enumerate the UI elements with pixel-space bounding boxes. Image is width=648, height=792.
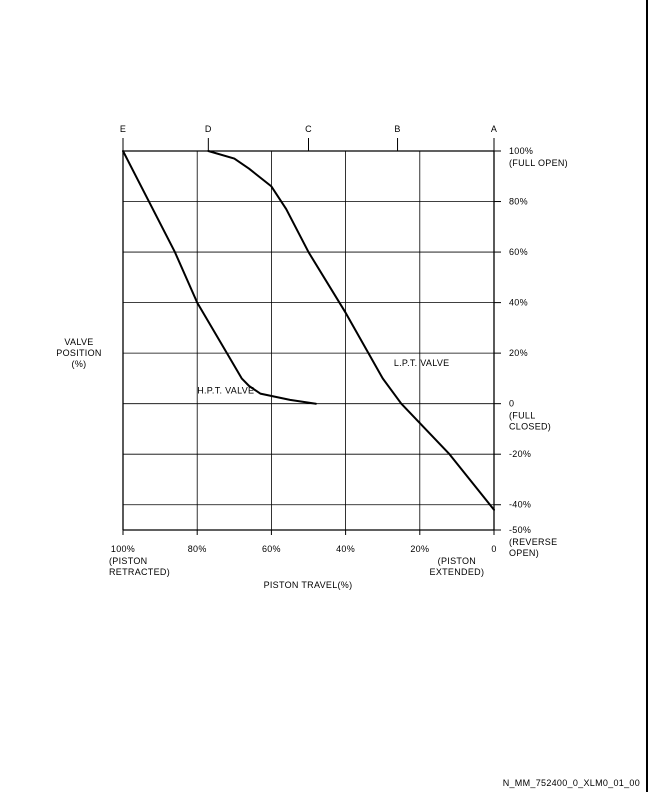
- y-tick-label: -50%: [509, 525, 532, 535]
- y-tick-label: 60%: [509, 247, 528, 258]
- x-axis-note: RETRACTED): [109, 567, 170, 577]
- figure-reference-id: N_MM_752400_0_XLM0_01_00: [502, 778, 640, 788]
- top-marker-label: A: [490, 124, 498, 134]
- x-tick-label: 40%: [336, 544, 356, 554]
- top-marker-label: B: [394, 124, 401, 134]
- ticks-layer: [123, 138, 501, 535]
- series-line-h-p-t-valve: [123, 151, 316, 404]
- x-tick-label: 60%: [261, 544, 281, 554]
- series-layer: [123, 151, 494, 510]
- x-axis-title: PISTON TRAVEL(%): [263, 580, 353, 590]
- x-axis-note: (PISTON: [109, 556, 148, 566]
- labels-layer: [56, 124, 568, 590]
- y-tick-label: 0: [509, 398, 515, 409]
- x-axis-note: (PISTON: [437, 556, 477, 566]
- y-tick-label: 40%: [509, 297, 528, 308]
- y-tick-label: -40%: [509, 499, 532, 510]
- y-axis-note: (FULL OPEN): [509, 158, 568, 168]
- x-tick-label: 20%: [410, 544, 430, 554]
- y-axis-title: VALVE: [64, 337, 94, 347]
- x-tick-label: 100%: [110, 544, 136, 554]
- y-axis-note: CLOSED): [509, 421, 552, 432]
- y-axis-note: (FULL: [509, 410, 536, 421]
- y-axis-note: (REVERSE: [509, 537, 558, 547]
- series-line-l-p-t-valve: [208, 151, 494, 510]
- y-tick-label: 100%: [509, 146, 534, 156]
- x-tick-label: 0: [491, 544, 497, 554]
- y-tick-label: 80%: [509, 196, 528, 207]
- top-marker-label: D: [204, 124, 212, 134]
- y-tick-label: -20%: [509, 449, 532, 460]
- x-tick-label: 80%: [187, 544, 207, 554]
- x-axis-note: EXTENDED): [429, 567, 485, 577]
- grid-layer: [123, 151, 494, 530]
- y-tick-label: 20%: [509, 348, 528, 359]
- top-marker-label: E: [119, 124, 127, 134]
- y-axis-title: (%): [71, 359, 87, 369]
- top-marker-label: C: [305, 124, 312, 134]
- series-annotation: L.P.T. VALVE: [393, 357, 450, 368]
- series-annotation: H.P.T. VALVE: [197, 385, 255, 396]
- y-axis-note: OPEN): [509, 548, 540, 558]
- y-axis-title: POSITION: [56, 348, 102, 358]
